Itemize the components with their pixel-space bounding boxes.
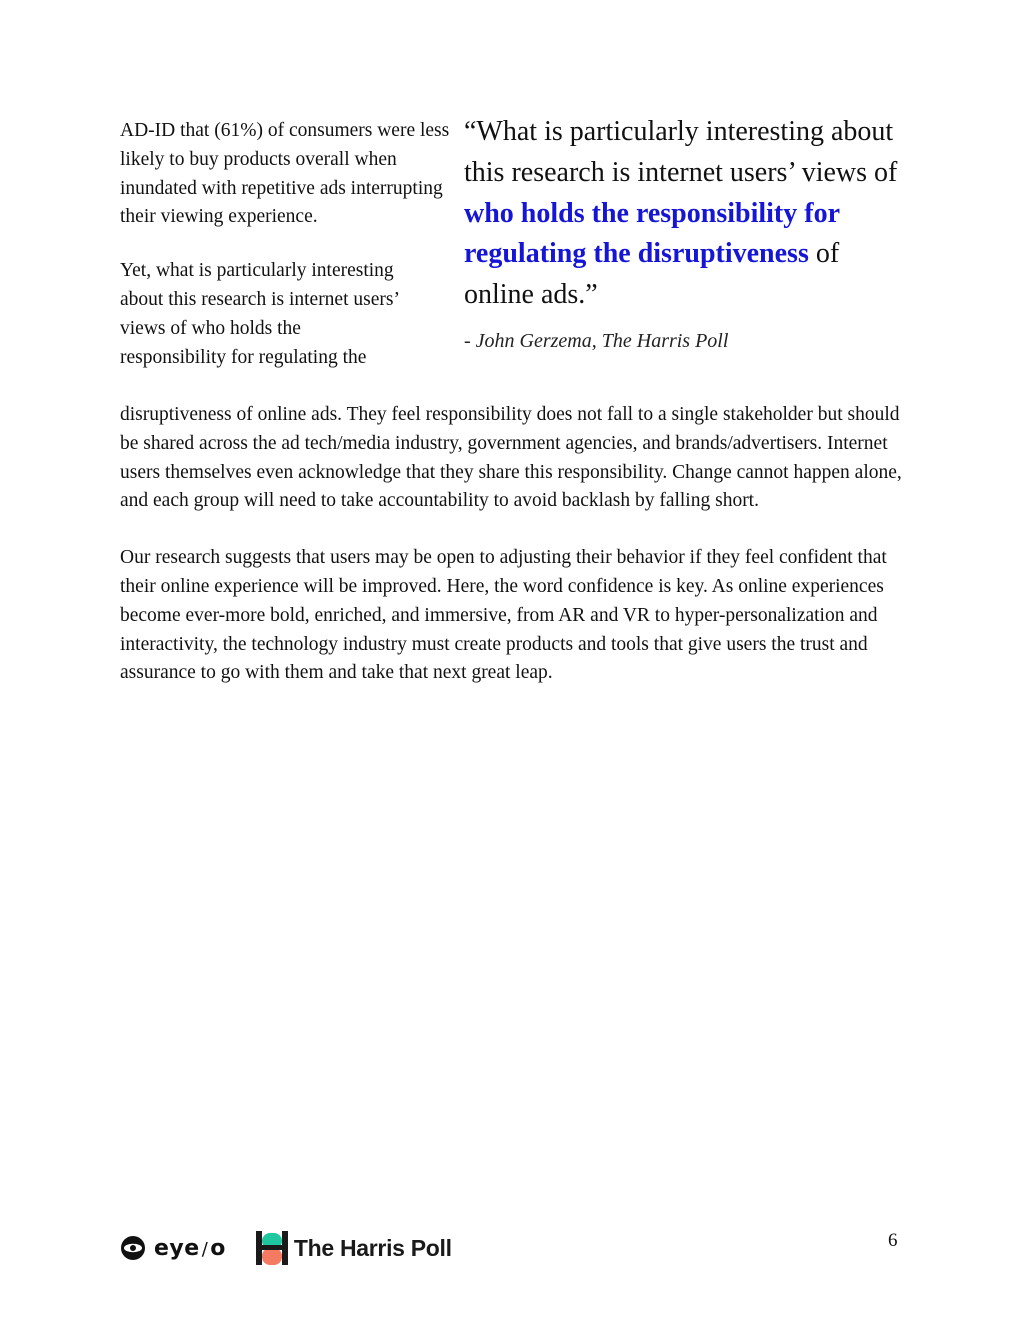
page-number: 6 xyxy=(888,1230,898,1251)
footer-logos xyxy=(120,1228,452,1268)
paragraph-responsibility-start xyxy=(120,257,450,372)
eyeo-wordmark-end: o xyxy=(210,1235,226,1261)
eyeo-logo xyxy=(120,1235,226,1261)
paragraph-confidence: Our research suggests that users may be open to adjusting their behavior if they feel confident that their online experience will be improved. Here, the word confidence is key. As online experiences become ever-more bold, enriched, and immersive, from AR and VR to hyper-personalization and interactivity, the technology industry must create products and tools that give users the trust and assurance to go with them and take that next great leap. xyxy=(120,547,887,684)
quote-text-before: “What is particularly interesting about this research is internet users’ views of xyxy=(464,116,898,188)
body-text xyxy=(120,401,910,688)
harris-poll-logo xyxy=(256,1231,452,1265)
quote-text-after: of online ads.” xyxy=(464,238,840,311)
line: views of who holds the xyxy=(120,317,301,339)
line: about this research is internet users’ xyxy=(120,288,400,310)
harris-poll-wordmark: The Harris Poll xyxy=(293,1234,452,1261)
harris-poll-icon xyxy=(256,1231,288,1265)
line: responsibility for regulating the xyxy=(120,346,367,368)
pull-quote xyxy=(464,112,904,316)
quote-highlight: who holds the responsibility for regulating the disruptiveness xyxy=(464,197,840,270)
eyeo-wordmark-slash: / xyxy=(201,1238,209,1260)
quote-attribution: - John Gerzema, The Harris Poll xyxy=(464,330,729,352)
left-column xyxy=(120,117,450,372)
paragraph-responsibility-continued: disruptiveness of online ads. They feel responsibility does not fall to a single stakeholder but should be shared across the ad tech/media industry, government agencies, and brands/advertisers. Internet users themselves even acknowledge that they share this responsibility. Change cannot happen alone, and each group will need to take accountability to avoid backlash by falling short. xyxy=(120,404,902,512)
eyeo-wordmark xyxy=(154,1236,226,1261)
line: Yet, what is particularly interesting xyxy=(120,260,394,282)
eyeo-wordmark-part: eye xyxy=(154,1235,200,1261)
paragraph-ad-id: AD-ID that (61%) of consumers were less likely to buy products overall when inundated with repetitive ads interrupting their viewing experience. xyxy=(120,120,450,228)
eye-icon xyxy=(120,1235,146,1261)
